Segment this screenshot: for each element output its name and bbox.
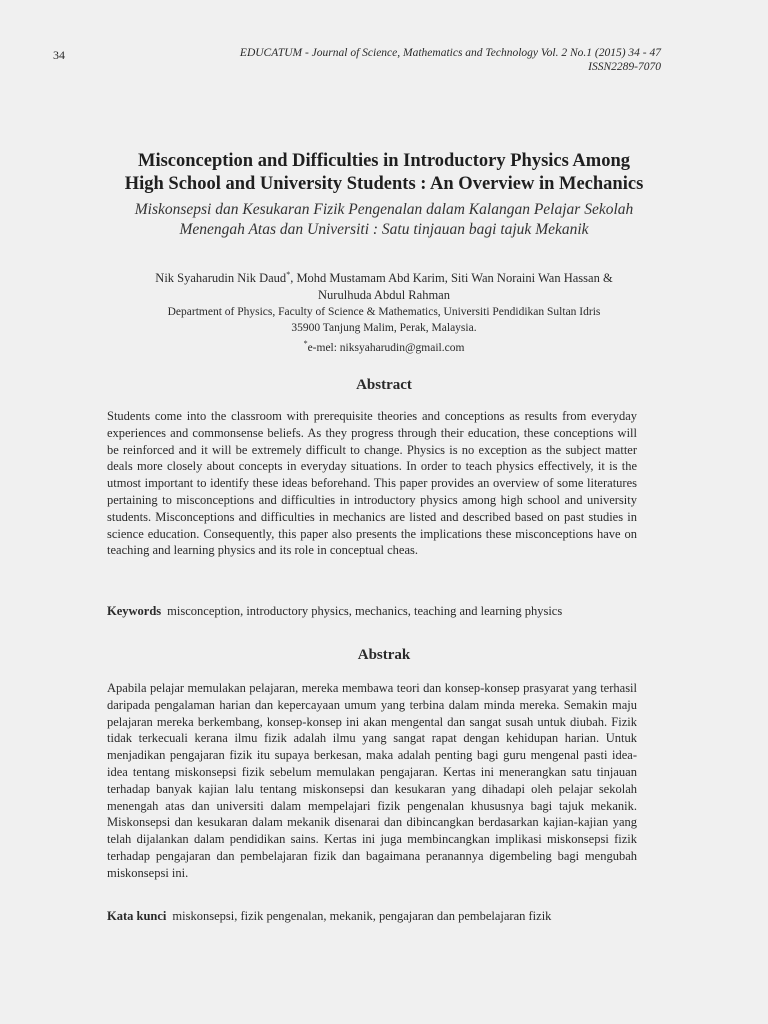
subtitle-line-1: Miskonsepsi dan Kesukaran Fizik Pengenalan dalam Kalangan Pelajar Sekolah: [134, 201, 634, 218]
subtitle-line-2: Menengah Atas dan Universiti : Satu tinjauan bagi tajuk Mekanik: [179, 221, 589, 238]
abstrak-text: Apabila pelajar memulakan pelajaran, mereka membawa teori dan konsep-konsep prasyarat yang terhasil daripada pengalaman harian dan kepercayaan umum yang terbina dalam minda mereka. Semakin maju pelajaran mereka berkembang, konsep-konsep ini akan mengental dan sangat susah untuk diubah. Fizik tidak terkecuali kerana ilmu fizik adalah ilmu yang sangat rapat dengan kehidupan harian. Untuk menjadikan pengajaran fizik itu supaya berkesan, maka adalah penting bagi guru mengenal pasti idea-idea tentang miskonsepsi fizik sebelum memulakan pengajaran. Kertas ini menerangkan satu tinjauan terhadap banyak kajian lalu tentang miskonsepsi dan kesukaran yang dihadapi oleh pelajar sekolah menengah atas dan universiti dalam mempelajari fizik pengenalan khususnya bagi tajuk mekanik. Miskonsepsi dan kesukaran dalam mekanik disenarai dan dibincangkan berdasarkan kajian-kajian yang telah dijalankan dalam pendidikan sains. Kertas ini juga membincangkan implikasi miskonsepsi fizik terhadap pengajaran dan pembelajaran fizik dan bagaimana peranannya digembeling bagi mengubah miskonsepsi ini.: [107, 681, 637, 880]
paper-title: [60, 150, 708, 196]
co-authors: , Mohd Mustamam Abd Karim, Siti Wan Noraini Wan Hassan &: [290, 271, 613, 286]
page-number: 34: [53, 48, 65, 62]
title-line-1: Misconception and Difficulties in Introductory Physics Among: [138, 151, 630, 171]
affiliation-line-1: Department of Physics, Faculty of Science & Mathematics, Universiti Pendidikan Sultan Idris: [167, 306, 601, 319]
abstrak-heading: Abstrak: [357, 647, 411, 663]
author-line-2: Nurulhuda Abdul Rahman: [318, 288, 450, 303]
keywords-value: misconception, introductory physics, mechanics, teaching and learning physics: [167, 604, 563, 618]
kata-kunci-label: Kata kunci: [107, 909, 167, 923]
keywords-line: [107, 603, 667, 619]
keywords-label: Keywords: [107, 604, 162, 618]
title-block: [60, 150, 708, 240]
abstract-heading: Abstract: [356, 377, 412, 393]
issn: ISSN2289-7070: [588, 61, 661, 73]
abstract-text: Students come into the classroom with prerequisite theories and conceptions as results from everyday experiences and commonsense beliefs. As they progress through their education, these conceptions will be reinforced and it will be extremely difficult to change. Physics is no exception as the subject matter deals more closely about concepts in everyday situations. In order to teach physics effectively, it is the utmost important to identify these ideas beforehand. This paper provides an overview of some literatures pertaining to misconceptions and difficulties in introductory physics among high school and university students. Misconceptions and difficulties in mechanics are listed and described based on past studies in science education. Consequently, this paper also presents the implications these misconceptions have on teaching and learning physics and its role in conceptual cheas.: [107, 409, 637, 558]
kata-kunci-value: miskonsepsi, fizik pengenalan, mekanik, pengajaran dan pembelajaran fizik: [172, 909, 552, 923]
affiliation-line-2: 35900 Tanjung Malim, Perak, Malaysia.: [291, 322, 477, 335]
email-mark: *: [303, 339, 308, 349]
email-line: [60, 336, 708, 356]
corresponding-mark: *: [286, 270, 291, 279]
running-header: [240, 46, 661, 74]
title-line-2: High School and University Students : An Overview in Mechanics: [124, 174, 644, 194]
first-author: Nik Syaharudin Nik Daud: [155, 271, 287, 286]
paper-subtitle: [60, 200, 708, 240]
journal-citation: EDUCATUM - Journal of Science, Mathematics and Technology Vol. 2 No.1 (2015) 34 - 47: [239, 47, 661, 59]
author-line-1: [60, 266, 708, 287]
author-email: e-mel: niksyaharudin@gmail.com: [307, 341, 465, 354]
kata-kunci-line: [107, 908, 667, 924]
author-block: [60, 266, 708, 356]
